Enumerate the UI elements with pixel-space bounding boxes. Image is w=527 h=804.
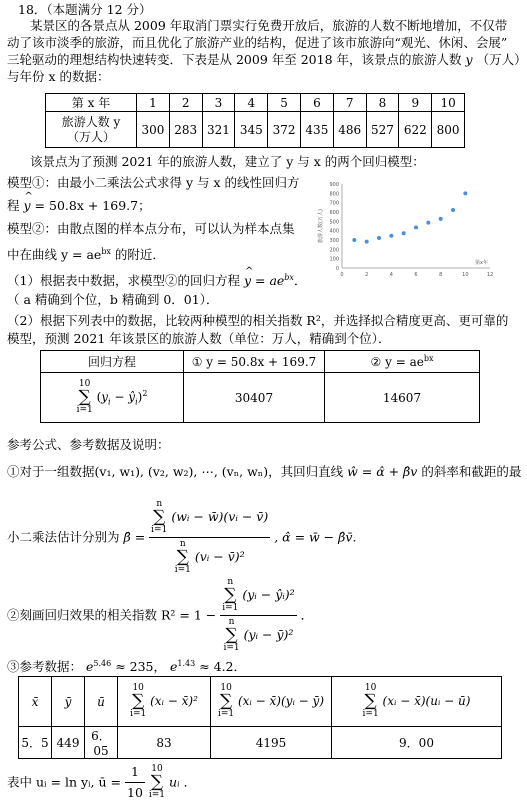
model2-line-2: 中在曲线 $y = ae^{bx}$ 的附近． [7, 247, 165, 263]
model1-line-1: 模型①：由最小二乘法公式求得 y 与 x 的线性回归方 [7, 175, 300, 190]
header-x: 第 x 年 [46, 94, 137, 112]
x-tick-label: 4 [389, 272, 393, 278]
y-tick-label: 400 [329, 228, 339, 235]
problem-number: 18．（本题满分 12 分） [18, 2, 152, 17]
col-x-bar: x̄ [19, 677, 52, 727]
year-cell: 6 [300, 94, 333, 112]
intro-line-3b: （万人） [476, 52, 527, 67]
model1-residual: 30407 [184, 373, 325, 423]
value-cell: 622 [399, 112, 432, 148]
y-tick-label: 100 [329, 256, 339, 263]
reference-data-table [18, 676, 502, 759]
question-2-line-1: （2）根据下列表中的数据，比较两种模型的相关指数 R²，并选择拟合精度更高、更可靠的 [7, 313, 509, 328]
data-point [439, 217, 443, 221]
data-point [402, 231, 406, 235]
model-line: 该景点为了预测 2021 年的旅游人数，建立了 y 与 x 的两个回归模型： [30, 154, 425, 169]
data-point [463, 191, 467, 195]
x-tick-label: 10 [462, 272, 469, 278]
model-comparison-table [40, 350, 480, 423]
y-tick-label: 800 [329, 191, 339, 198]
value-cell: 486 [333, 112, 366, 148]
model2-residual: 14607 [325, 373, 480, 423]
y-tick-label: 0 [335, 266, 339, 272]
beta-fraction: n ∑ i=1 (wᵢ − w̄)(vᵢ − v̄) n ∑ i=1 (vᵢ − v̄)² [151, 499, 269, 575]
question-1-line-2: （ a 精确到个位，b 精确到 0．01）． [7, 292, 219, 307]
data-point [377, 236, 381, 240]
value-cell: 527 [366, 112, 399, 148]
r-squared-fraction: n ∑ i=1 (yᵢ − ŷᵢ)² n ∑ i=1 (yᵢ − ȳ)² [222, 577, 295, 653]
value-cell: 435 [300, 112, 333, 148]
intro-line-4: 与年份 x 的数据： [7, 69, 110, 84]
model1-line-2: 程 ^ y = 50.8x + 169.7； [7, 198, 151, 214]
y-tick-label: 200 [329, 247, 339, 254]
value-sum-xy: 4195 [211, 727, 332, 759]
year-cell: 8 [366, 94, 399, 112]
reference-3: ③参考数据： $e^{5.46} \approx 235$， $e^{1.43} \approx 4.2$． [7, 659, 247, 675]
y-tick-label: 500 [329, 219, 339, 226]
value-u-bar: 6．05 [85, 727, 118, 759]
intro-line-2: 动了该市淡季的旅游，而且优化了旅游产业的结构，促进了该市旅游向“观光、休闲、会展” [7, 35, 508, 50]
year-cell: 5 [268, 94, 301, 112]
year-cell: 10 [432, 94, 465, 112]
residual-sum-formula: 10 ∑ i=1 ($y_i$ − $ŷ_i)^2$ [41, 373, 184, 423]
col-sum-xy: 10 ∑ i=1 (xᵢ − x̄)(yᵢ − ȳ) [211, 677, 332, 727]
reference-1-line-2: 小二乘法估计分别为 β̂ = n ∑ i=1 (wᵢ − w̄)(vᵢ − v̄) n ∑ i=1 (vᵢ − v̄)² , α̂ = w̄ − β̂v̄． [7, 499, 365, 575]
value-sum-x: 83 [118, 727, 211, 759]
value-cell: 345 [235, 112, 268, 148]
data-point [426, 221, 430, 225]
data-point [352, 238, 356, 242]
header-y-line1: 旅游人数 y [61, 114, 121, 129]
col-u-bar: ū [85, 677, 118, 727]
question-1-line-1: （1）根据表中数据，求模型②的回归方程 ^ $y = ae^{bx}$． [7, 270, 306, 289]
x-tick-label: 2 [365, 272, 369, 278]
value-cell: 300 [137, 112, 170, 148]
reference-1-line-1: ①对于一组数据(v₁, w₁), (v₂, w₂), ⋯, (vₙ, wₙ)，其回归直线 ŵ = α̂ + β̂v 的斜率和截距的最 [7, 464, 522, 479]
header-y [46, 112, 137, 148]
x-axis-label: 第x年 [475, 260, 488, 266]
intro-line-3: 三轮驱动的理想结构快速转变．下表是从 2009 年至 2018 年，该景点的旅游人数 y （万人） [7, 52, 527, 67]
year-cell: 3 [202, 94, 235, 112]
y-tick-label: 600 [329, 210, 339, 216]
model2-line-1: 模型②：由散点图的样本点分布，可以认为样本点集 [7, 221, 295, 236]
y-tick-label: 700 [329, 200, 339, 207]
reference-2: ②刻画回归效果的相关指数 R² = 1 − n ∑ i=1 (yᵢ − ŷᵢ)² n ∑ i=1 (yᵢ − ȳ)² ． [7, 577, 314, 653]
data-point [451, 208, 455, 212]
question-2-line-2: 模型，预测 2021 年该景区的旅游人数（单位：万人，精确到个位）． [7, 331, 391, 346]
intro-line-1: 某景区的各景点从 2009 年取消门票实行免费开放后，旅游的人数不断地增加，不仅带 [30, 18, 508, 33]
year-cell: 7 [333, 94, 366, 112]
intro-line-3a: 三轮驱动的理想结构快速转变．下表是从 2009 年至 2018 年，该景点的旅游人数 [7, 52, 462, 67]
scatter-chart [310, 176, 500, 286]
data-point [414, 225, 418, 229]
col-y-bar: ȳ [52, 677, 85, 727]
y-axis-label: 旅游人数(万人) [318, 209, 324, 243]
year-cell: 1 [137, 94, 170, 112]
y-tick-label: 900 [329, 182, 339, 188]
value-cell: 321 [202, 112, 235, 148]
data-table [45, 93, 465, 148]
value-cell: 800 [432, 112, 465, 148]
data-point [365, 240, 369, 244]
value-cell: 372 [268, 112, 301, 148]
x-tick-label: 6 [414, 272, 418, 278]
value-x-bar: 5．5 [19, 727, 52, 759]
x-tick-label: 8 [439, 272, 443, 278]
col-model1: ① y = 50.8x + 169.7 [184, 351, 325, 373]
col-regression: 回归方程 [41, 351, 184, 373]
x-tick-label: 0 [340, 272, 344, 278]
year-cell: 9 [399, 94, 432, 112]
col-sum-xu: 10 ∑ i=1 (xᵢ − x̄)(uᵢ − ū) [332, 677, 502, 727]
reference-header: 参考公式、参考数据及说明： [7, 437, 170, 452]
x-tick-label: 12 [486, 272, 494, 278]
header-y-line2: （万人） [66, 129, 115, 144]
year-cell: 4 [235, 94, 268, 112]
col-sum-x: 10 ∑ i=1 (xᵢ − x̄)² [118, 677, 211, 727]
data-point [389, 234, 393, 238]
year-cell: 2 [169, 94, 202, 112]
y-tick-label: 300 [329, 238, 339, 244]
value-sum-xu: 9．00 [332, 727, 502, 759]
footer-note: 表中 uᵢ = ln yᵢ, ū = $\frac{1}{10}$ 10 ∑ i=1 uᵢ ． [7, 764, 197, 800]
col-model2: ② $y = ae^{bx}$ [325, 351, 480, 373]
value-y-bar: 449 [52, 727, 85, 759]
value-cell: 283 [169, 112, 202, 148]
